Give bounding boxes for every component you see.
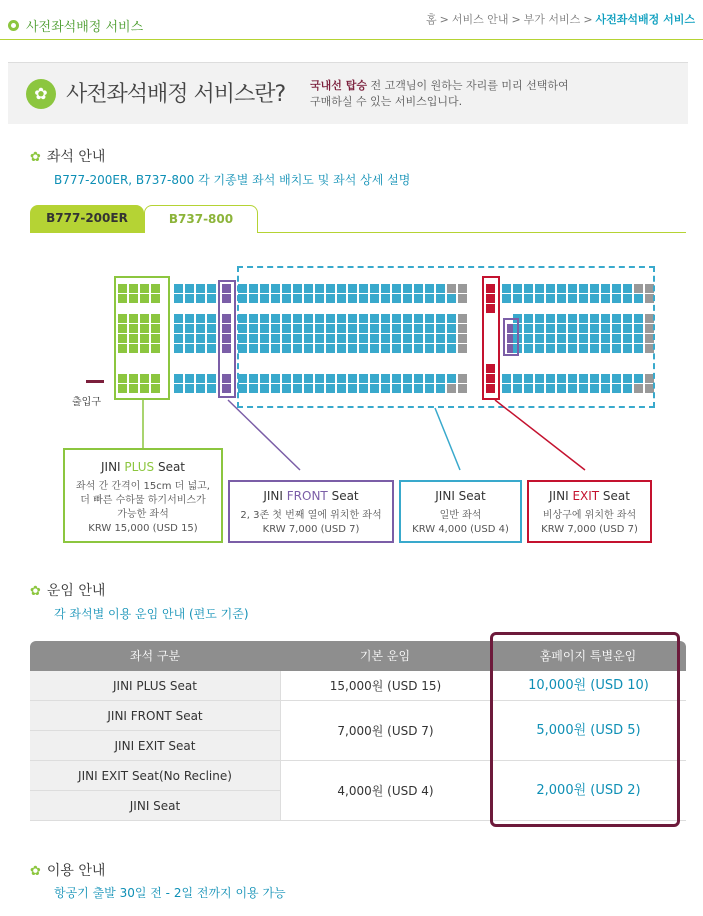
normal-seat[interactable] (196, 284, 205, 293)
jini-plus-desc-2: 더 빠른 수하물 하기서비스가 (80, 495, 206, 506)
jini-seat-desc: 일반 좌석 (439, 510, 482, 521)
breadcrumb-current: 사전좌석배정 서비스 (595, 13, 695, 26)
jini-seat-price: KRW 4,000 (USD 4) (412, 524, 509, 535)
normal-seat[interactable] (185, 294, 194, 303)
jini-seat-name: JINI Seat (435, 489, 486, 503)
normal-seat[interactable] (196, 294, 205, 303)
normal-seat[interactable] (196, 384, 205, 393)
base-fare-cell: 4,000원 (USD 4) (280, 761, 490, 821)
normal-seat[interactable] (196, 374, 205, 383)
fare-info-heading-text: 운임 안내 (46, 583, 106, 599)
normal-seat[interactable] (174, 284, 183, 293)
top-bar (0, 0, 703, 40)
breadcrumb-home[interactable]: 홈 (425, 13, 437, 26)
normal-seat[interactable] (185, 284, 194, 293)
normal-seat[interactable] (185, 374, 194, 383)
plus-zone-frame (114, 276, 170, 400)
special-fare-cell: 5,000원 (USD 5) (490, 701, 686, 761)
front-zone-frame-b (503, 318, 519, 356)
col-special-fare: 홈페이지 특별운임 (539, 649, 637, 663)
jini-seat-box (399, 480, 522, 543)
normal-seat[interactable] (185, 344, 194, 353)
normal-seat[interactable] (207, 324, 216, 333)
normal-seat[interactable] (174, 334, 183, 343)
normal-seat[interactable] (174, 384, 183, 393)
use-info-text: 항공기 출발 30일 전 - 2일 전까지 이용 가능 (54, 886, 286, 900)
jini-exit-desc: 비상구에 위치한 좌석 (542, 510, 637, 521)
normal-seat[interactable] (185, 384, 194, 393)
butterfly-bullet-icon: ✿ (30, 150, 41, 165)
normal-seat[interactable] (185, 334, 194, 343)
special-fare-cell: 2,000원 (USD 2) (490, 761, 686, 821)
jini-front-desc: 2, 3존 첫 번째 열에 위치한 좌석 (240, 510, 382, 521)
hero-description (310, 78, 600, 110)
normal-seat[interactable] (174, 314, 183, 323)
hero-desc-line2: 구매하실 수 있는 서비스입니다. (310, 95, 463, 108)
normal-seat[interactable] (174, 324, 183, 333)
jini-front-seat-name: JINI FRONT Seat (263, 489, 359, 503)
fare-info-subtitle: 각 좌석별 이용 운임 안내 (편도 기준) (54, 607, 249, 621)
hero-desc-rest: 전 고객님이 원하는 자리를 미리 선택하여 (366, 79, 569, 92)
normal-seat[interactable] (207, 294, 216, 303)
butterfly-icon: ✿ (26, 79, 56, 109)
aircraft-tabs (30, 205, 686, 233)
table-row-seat: JINI PLUS Seat (30, 671, 280, 701)
base-fare-cell: 7,000원 (USD 7) (280, 701, 490, 761)
breadcrumb: 홈 > 서비스 안내 > 부가 서비스 > 사전좌석배정 서비스 (425, 13, 695, 26)
normal-seat[interactable] (207, 374, 216, 383)
page-title: 사전좌석배정 서비스 (26, 20, 144, 35)
normal-seat[interactable] (207, 384, 216, 393)
normal-seat[interactable] (185, 314, 194, 323)
jini-plus-seat-name: JINI PLUS Seat (100, 460, 186, 474)
special-fare-cell: 10,000원 (USD 10) (490, 671, 686, 701)
normal-seat[interactable] (207, 334, 216, 343)
jini-front-seat-box (228, 480, 394, 543)
jini-exit-price: KRW 7,000 (USD 7) (541, 524, 638, 535)
tab-b737-800[interactable]: B737-800 (144, 205, 258, 233)
normal-seat[interactable] (174, 374, 183, 383)
jini-front-price: KRW 7,000 (USD 7) (262, 524, 360, 535)
col-base-fare: 기본 운임 (359, 649, 411, 663)
jini-exit-seat-name: JINI EXIT Seat (549, 489, 630, 503)
hero-desc-bold: 국내선 탑승 (310, 79, 367, 92)
normal-seat[interactable] (185, 324, 194, 333)
normal-seat[interactable] (174, 344, 183, 353)
tab-b777-200er[interactable]: B777-200ER (30, 205, 144, 233)
base-fare-cell: 15,000원 (USD 15) (280, 671, 490, 701)
butterfly-bullet-icon: ✿ (30, 864, 41, 879)
normal-seat[interactable] (196, 324, 205, 333)
entrance-marker (86, 380, 104, 383)
normal-seat[interactable] (207, 284, 216, 293)
normal-seat[interactable] (207, 344, 216, 353)
col-seat-type: 좌석 구분 (129, 649, 181, 663)
use-info-heading-text: 이용 안내 (46, 863, 106, 879)
table-row-seat: JINI EXIT Seat (30, 731, 280, 761)
fare-info-heading (30, 580, 105, 600)
table-row-seat: JINI EXIT Seat(No Recline) (30, 761, 280, 791)
seat-info-heading (30, 146, 105, 166)
breadcrumb-service-guide[interactable]: 서비스 안내 (451, 13, 509, 26)
table-row-seat: JINI Seat (30, 791, 280, 821)
butterfly-bullet-icon: ✿ (30, 584, 41, 599)
hero-title: 사전좌석배정 서비스란? (66, 82, 286, 107)
seat-info-heading-text: 좌석 안내 (46, 149, 106, 165)
front-zone-frame (218, 280, 236, 398)
breadcrumb-additional-service[interactable]: 부가 서비스 (523, 13, 581, 26)
exit-zone-frame (482, 276, 500, 400)
jini-plus-seat-box (63, 448, 223, 543)
jini-plus-price: KRW 15,000 (USD 15) (88, 523, 198, 534)
seat-info-subtitle: B777-200ER, B737-800 각 기종별 좌석 배치도 및 좌석 상세 설명 (54, 173, 411, 187)
special-fare-highlight (490, 632, 680, 827)
jini-plus-desc-3: 가능한 좌석 (117, 509, 169, 520)
circle-bullet-icon (8, 20, 19, 31)
normal-seat[interactable] (196, 334, 205, 343)
entrance-label: 출입구 (72, 397, 101, 408)
normal-seat[interactable] (196, 314, 205, 323)
table-row-seat: JINI FRONT Seat (30, 701, 280, 731)
normal-callout-line (435, 408, 460, 470)
jini-exit-seat-box (527, 480, 652, 543)
hero-banner (8, 62, 688, 124)
normal-seat[interactable] (196, 344, 205, 353)
normal-seat[interactable] (174, 294, 183, 303)
normal-seat[interactable] (207, 314, 216, 323)
jini-plus-desc-1: 좌석 간 간격이 15cm 더 넓고, (76, 481, 210, 492)
seat-map (56, 262, 686, 412)
use-info-heading (30, 860, 105, 880)
normal-zone-frame (237, 266, 655, 408)
